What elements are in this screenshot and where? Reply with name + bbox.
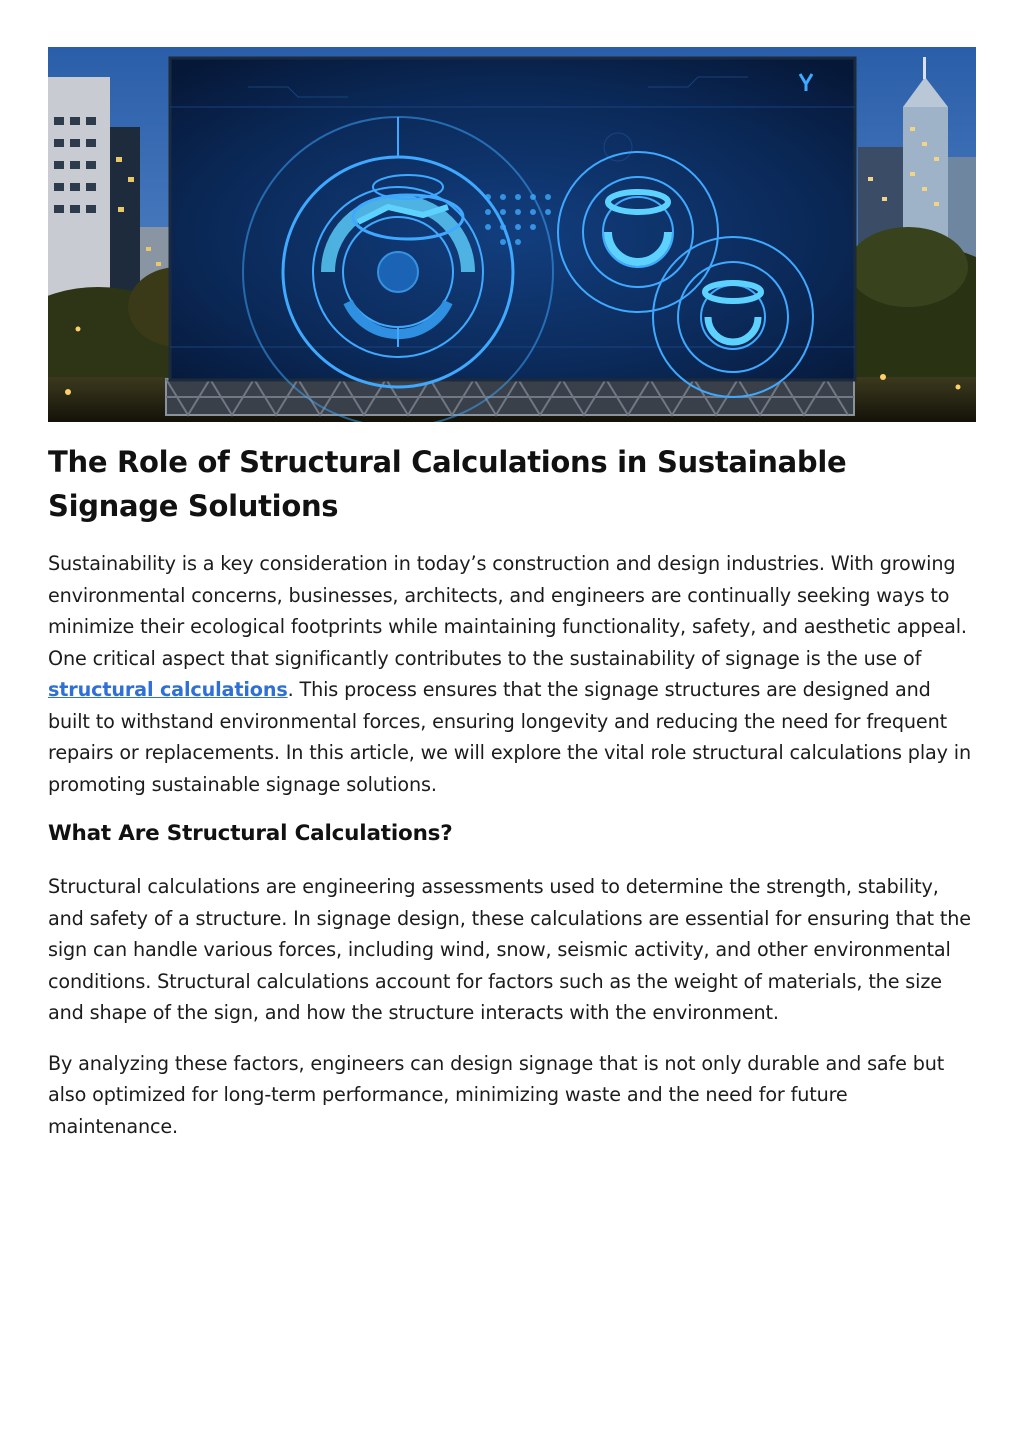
hero-image: [48, 47, 976, 422]
article: [48, 440, 978, 1161]
billboard-illustration: [48, 47, 976, 422]
intro-text-after-link: . This process ensures that the signage structures are designed and built to withstand environmental forces, ensuring longevity and reducing the need for frequent repairs or replacements. In this article, we will explore the vital role structural calculations play in promoting sustainable signage solutions.: [48, 678, 971, 796]
section-paragraph-1: Structural calculations are engineering assessments used to determine the strength, stability, and safety of a structure. In signage design, these calculations are essential for ensuring that the sign can handle various forces, including wind, snow, seismic activity, and other environmental conditions. Structural calculations account for factors such as the weight of materials, the size and shape of the sign, and how the structure interacts with the environment.: [48, 875, 971, 1024]
structural-calculations-link[interactable]: structural calculations: [48, 678, 288, 701]
billboard-truss: [166, 379, 854, 415]
section-heading: What Are Structural Calculations?: [48, 821, 453, 846]
intro-text-before-link: Sustainability is a key consideration in today’s construction and design industries. With growing environmental concerns, businesses, architects, and engineers are continually seeking ways to minimize their ecological footprints while maintaining functionality, safety, and aesthetic appeal. One critical aspect that significantly contributes to the sustainability of signage is the use of: [48, 552, 967, 670]
section-paragraph-2: By analyzing these factors, engineers can design signage that is not only durable and safe but also optimized for long-term performance, minimizing waste and the need for future maintenance.: [48, 1051, 945, 1138]
article-title: The Role of Structural Calculations in Sustainable Signage Solutions: [48, 445, 847, 523]
intro-paragraph: [48, 548, 978, 800]
